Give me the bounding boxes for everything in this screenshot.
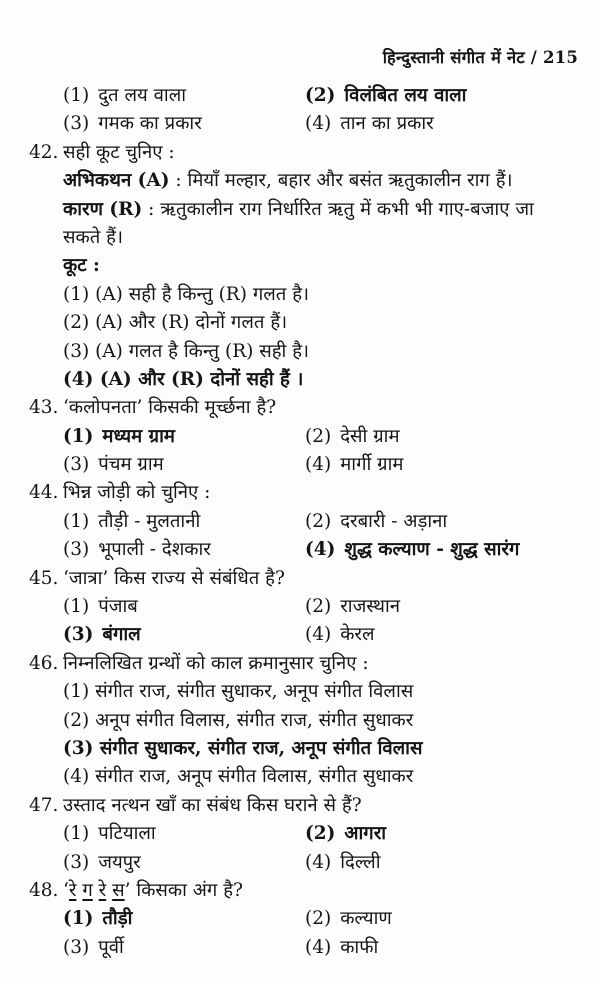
body-text — [63, 196, 534, 224]
text-segment: सही कूट चुनिए : — [63, 141, 175, 163]
option-text: आगरा — [344, 823, 387, 845]
body-row — [0, 678, 600, 706]
body-text — [63, 281, 309, 309]
body-text — [63, 678, 413, 706]
option-label: (3) — [63, 539, 90, 561]
option-label: (1) — [63, 908, 94, 930]
option-label: (1) — [63, 823, 90, 845]
option-label: (4) — [305, 539, 336, 561]
option-label: (3) — [63, 936, 90, 958]
question-text — [63, 394, 276, 422]
option-item — [305, 82, 466, 110]
option-label: (2) — [305, 823, 336, 845]
options-row — [0, 82, 600, 110]
options-row — [0, 110, 600, 138]
option-text: मध्यम ग्राम — [102, 425, 175, 447]
text-segment: कूट : — [63, 255, 100, 277]
question-row — [0, 565, 600, 593]
text-segment: कारण (R) — [63, 198, 143, 220]
text-segment: (3) (A) गलत है किन्तु (R) सही है। — [63, 340, 310, 362]
option-item — [63, 905, 132, 933]
page-header: हिन्दुस्तानी संगीत में नेट / 215 — [382, 48, 578, 67]
option-text: पंजाब — [98, 596, 138, 618]
body-row — [0, 167, 600, 195]
option-item — [305, 508, 447, 536]
body-row — [0, 735, 600, 763]
swara-underlined: ग — [82, 879, 93, 901]
question-row — [0, 792, 600, 820]
text-segment: ‘कलोपनता’ किसकी मूर्च्छना है? — [63, 397, 277, 419]
options-row — [0, 423, 600, 451]
question-text — [63, 139, 175, 167]
question-text — [63, 479, 210, 507]
text-segment: ‘ — [63, 879, 69, 901]
option-label: (1) — [63, 510, 90, 532]
question-number: 47. — [29, 794, 59, 816]
body-text — [63, 309, 287, 337]
option-item — [305, 110, 434, 138]
text-segment: (4) (A) और (R) दोनों सही हैं । — [63, 368, 304, 390]
option-item — [63, 593, 138, 621]
option-item — [63, 110, 202, 138]
option-item — [305, 820, 386, 848]
body-text — [63, 167, 513, 195]
option-label: (2) — [305, 85, 336, 106]
question-number: 42. — [29, 141, 59, 163]
option-item — [63, 934, 124, 962]
option-item — [305, 451, 403, 479]
text-segment: ‘जात्रा’ किस राज्य से संबंधित है? — [63, 567, 285, 589]
options-row — [0, 905, 600, 933]
body-row — [0, 224, 600, 252]
option-label: (2) — [305, 908, 332, 930]
body-row — [0, 309, 600, 337]
body-row — [0, 707, 600, 735]
question-text — [63, 877, 243, 905]
body-row — [0, 252, 600, 280]
body-text — [63, 224, 123, 252]
question-text — [63, 792, 362, 820]
option-text: शुद्ध कल्याण - शुद्ध सारंग — [344, 539, 520, 561]
question-number: 43. — [29, 397, 59, 419]
content-rows — [0, 82, 600, 962]
option-item — [305, 934, 378, 962]
body-text — [63, 735, 422, 763]
option-label: (3) — [63, 624, 94, 646]
option-text: मार्गी ग्राम — [340, 454, 404, 476]
text-segment: (1) संगीत राज, संगीत सुधाकर, अनूप संगीत विलास — [63, 681, 414, 703]
question-number: 45. — [29, 567, 59, 589]
options-row — [0, 593, 600, 621]
text-segment: (1) (A) सही है किन्तु (R) गलत है। — [63, 283, 310, 305]
option-item — [305, 423, 400, 451]
option-item — [305, 849, 381, 877]
text-segment: (4) संगीत राज, अनूप संगीत विलास, संगीत सुधाकर — [63, 766, 414, 788]
text-segment: उस्ताद नत्थन खाँ का संबंध किस घराने से हैं? — [63, 794, 362, 816]
option-text: भूपाली - देशकार — [98, 539, 211, 561]
question-number: 46. — [29, 652, 59, 674]
option-text: कल्याण — [340, 908, 392, 930]
option-item — [63, 621, 141, 649]
option-label: (3) — [63, 851, 90, 873]
question-row — [0, 479, 600, 507]
option-text: राजस्थान — [340, 596, 401, 618]
options-row — [0, 621, 600, 649]
option-item — [63, 82, 186, 110]
option-label: (4) — [305, 936, 332, 958]
option-item — [63, 536, 211, 564]
swara-underlined: रे — [68, 879, 77, 901]
option-text: दिल्ली — [340, 851, 381, 873]
option-label: (1) — [63, 85, 90, 106]
question-row — [0, 877, 600, 905]
body-row — [0, 366, 600, 394]
option-text: केरल — [340, 624, 375, 646]
option-text: तौड़ी — [102, 908, 133, 930]
options-row — [0, 820, 600, 848]
option-text: बंगाल — [102, 624, 141, 646]
option-label: (3) — [63, 454, 90, 476]
body-text — [63, 707, 413, 735]
option-text: पंचम ग्राम — [98, 454, 164, 476]
option-item — [63, 508, 200, 536]
option-item — [305, 593, 400, 621]
text-segment: निम्नलिखित ग्रन्थों को काल क्रमानुसार चुनिए : — [63, 652, 369, 674]
question-number: 44. — [29, 482, 59, 504]
option-text: पूर्वी — [98, 936, 124, 958]
option-item — [305, 536, 519, 564]
text-segment: (2) अनूप संगीत विलास, संगीत राज, संगीत सुधाकर — [63, 709, 414, 731]
body-text — [63, 338, 309, 366]
swara-underlined: रे — [98, 879, 107, 901]
question-row — [0, 394, 600, 422]
option-text: तान का प्रकार — [340, 113, 434, 135]
options-row — [0, 508, 600, 536]
option-label: (2) — [305, 425, 332, 447]
option-label: (1) — [63, 425, 94, 447]
text-segment: (2) (A) और (R) दोनों गलत हैं। — [63, 312, 288, 334]
option-label: (1) — [63, 596, 90, 618]
option-label: (4) — [305, 454, 332, 476]
option-label: (2) — [305, 510, 332, 532]
option-item — [305, 905, 392, 933]
body-text — [63, 763, 413, 791]
option-text: दरबारी - अड़ाना — [340, 510, 448, 532]
option-item — [63, 423, 175, 451]
question-number: 48. — [29, 879, 59, 901]
option-text: तौड़ी - मुलतानी — [98, 510, 201, 532]
options-row — [0, 536, 600, 564]
question-text — [63, 650, 369, 678]
body-row — [0, 763, 600, 791]
body-text — [63, 366, 303, 394]
option-text: दुत लय वाला — [98, 85, 187, 106]
options-row — [0, 849, 600, 877]
option-text: विलंबित लय वाला — [344, 85, 467, 106]
body-text — [63, 252, 100, 280]
option-item — [305, 621, 375, 649]
text-segment: : मियाँ मल्हार, बहार और बसंत ऋतुकालीन राग हैं। — [169, 170, 513, 192]
option-item — [63, 849, 141, 877]
option-label: (2) — [305, 596, 332, 618]
option-text: जयपुर — [98, 851, 141, 873]
body-row — [0, 338, 600, 366]
option-item — [63, 820, 156, 848]
question-row — [0, 139, 600, 167]
option-text: काफी — [340, 936, 379, 958]
option-text: देसी ग्राम — [340, 425, 400, 447]
question-row — [0, 650, 600, 678]
text-segment: ’ किसका अंग है? — [124, 879, 243, 901]
options-row — [0, 934, 600, 962]
text-segment: (3) संगीत सुधाकर, संगीत राज, अनूप संगीत विलास — [63, 737, 423, 759]
swara-underlined: स — [112, 879, 125, 901]
question-text — [63, 565, 285, 593]
option-label: (4) — [305, 624, 332, 646]
options-row — [0, 451, 600, 479]
option-text: पटियाला — [98, 823, 156, 845]
option-label: (4) — [305, 113, 332, 135]
text-segment: सकते हैं। — [63, 226, 123, 248]
option-label: (4) — [305, 851, 332, 873]
option-item — [63, 451, 164, 479]
option-text: गमक का प्रकार — [98, 113, 202, 135]
text-segment: : ऋतुकालीन राग निर्धारित ऋतु में कभी भी गाए-बजाए जा — [142, 198, 534, 220]
text-segment: भिन्न जोड़ी को चुनिए : — [63, 482, 211, 504]
body-row — [0, 196, 600, 224]
option-label: (3) — [63, 113, 90, 135]
text-segment: अभिकथन (A) — [63, 170, 170, 192]
body-row — [0, 281, 600, 309]
